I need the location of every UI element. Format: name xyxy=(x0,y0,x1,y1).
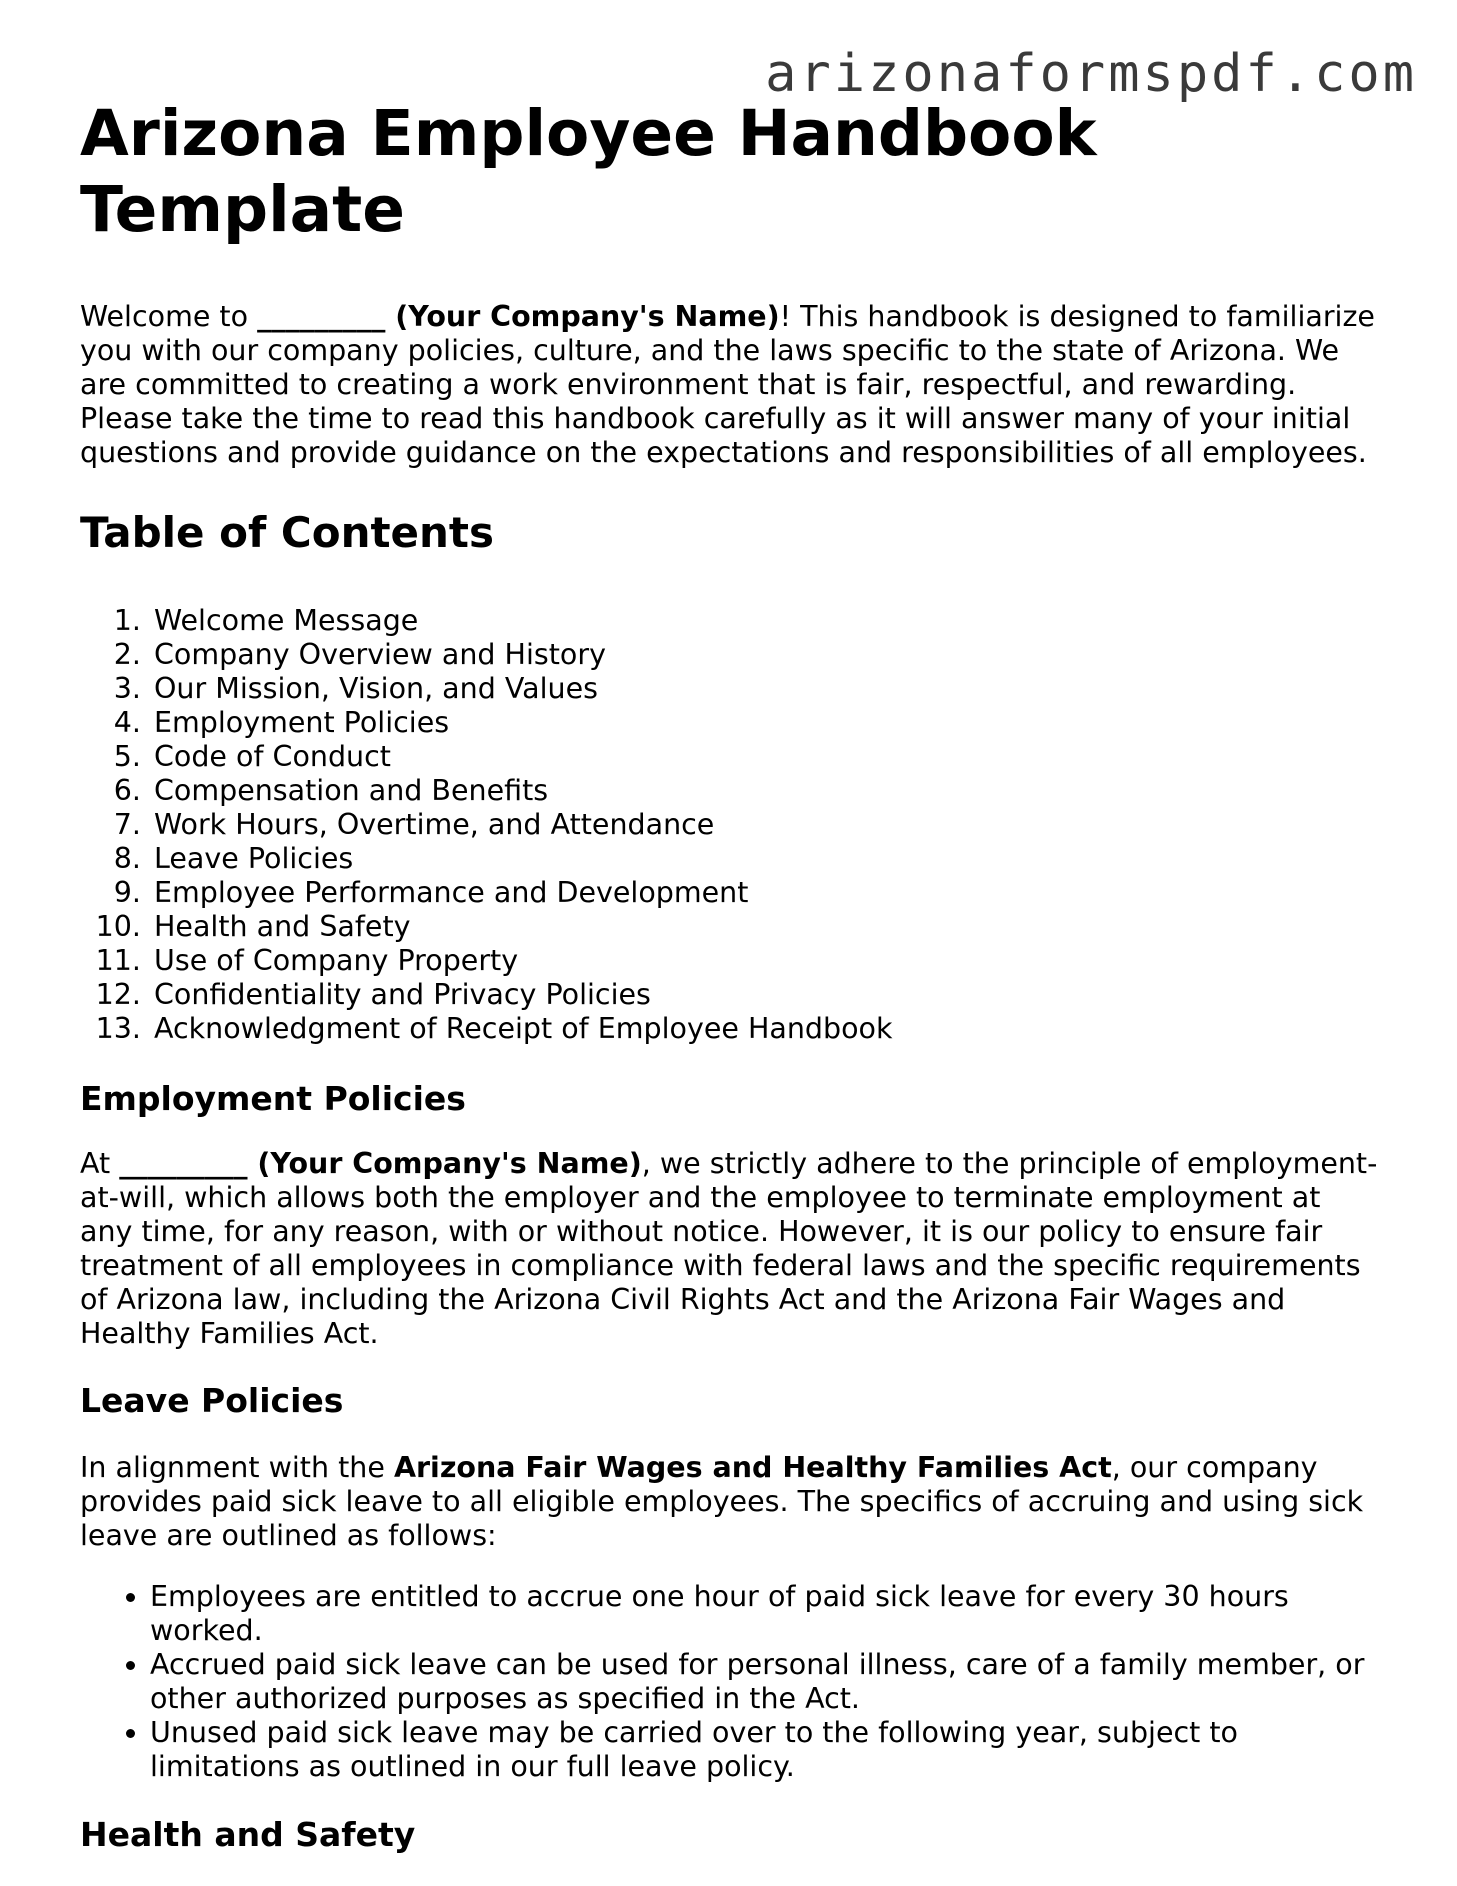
leave-policies-heading: Leave Policies xyxy=(80,1381,344,1421)
employment-pre: At xyxy=(80,1147,120,1181)
toc-item: 6. Compensation and Benefits xyxy=(150,774,1380,808)
intro-body: ! This handbook is designed to familiarize you with our company policies, culture, and the laws specific to the state of Arizona. We are committed to creating a work environment that is fair, respectful, and rewarding. Please take the time to read this handbook carefully as it will answer many of your initial questions and provide guidance on the expectations and responsibilities of all employees. xyxy=(80,300,1375,470)
toc-heading: Table of Contents xyxy=(80,508,495,558)
table-of-contents xyxy=(80,604,1380,1046)
toc-item: 7. Work Hours, Overtime, and Attendance xyxy=(150,808,1380,842)
intro-pre: Welcome to xyxy=(80,300,258,334)
toc-item: 3. Our Mission, Vision, and Values xyxy=(150,672,1380,706)
leave-policies-paragraph xyxy=(80,1451,1380,1553)
leave-pre: In alignment with the xyxy=(80,1450,394,1484)
health-safety-heading: Health and Safety xyxy=(80,1814,416,1854)
toc-item: 12. Confidentiality and Privacy Policies xyxy=(150,978,1380,1012)
employment-body: , we strictly adhere to the principle of employment-at-will, which allows both the employer and the employee to terminate employment at any time, for any reason, with or without notice. However, it is our policy to ensure fair treatment of all employees in compliance with federal laws and the specific requirements of Arizona law, including the Arizona Civil Rights Act and the Arizona Fair Wages and Healthy Families Act. xyxy=(80,1147,1378,1351)
company-name-label: (Your Company's Name) xyxy=(385,300,780,334)
list-item: • Accrued paid sick leave can be used for personal illness, care of a family member, or other authorized purposes as specified in the Act. xyxy=(150,1648,1380,1716)
toc-item: 1. Welcome Message xyxy=(150,604,1380,638)
leave-body: , our company provides paid sick leave to all eligible employees. The specifics of accruing and using sick leave are outlined as follows: xyxy=(80,1450,1364,1552)
toc-item: 11. Use of Company Property xyxy=(150,944,1380,978)
company-name-blank: _________ xyxy=(257,300,386,334)
list-item: • Unused paid sick leave may be carried over to the following year, subject to limitations as outlined in our full leave policy. xyxy=(150,1716,1380,1784)
leave-bullet-list xyxy=(80,1580,1380,1784)
toc-item: 10. Health and Safety xyxy=(150,910,1380,944)
toc-item: 9. Employee Performance and Development xyxy=(150,876,1380,910)
company-name-label: (Your Company's Name) xyxy=(247,1147,642,1181)
toc-item: 4. Employment Policies xyxy=(150,706,1380,740)
toc-item: 2. Company Overview and History xyxy=(150,638,1380,672)
watermark: arizonaformspdf.com xyxy=(765,44,1417,104)
employment-policies-paragraph xyxy=(80,1147,1380,1351)
intro-paragraph xyxy=(80,300,1380,470)
toc-item: 8. Leave Policies xyxy=(150,842,1380,876)
document-page xyxy=(80,96,1380,1854)
act-name: Arizona Fair Wages and Healthy Families Act xyxy=(393,1450,1112,1484)
company-name-blank: _________ xyxy=(119,1147,248,1181)
toc-item: 13. Acknowledgment of Receipt of Employee Handbook xyxy=(150,1012,1380,1046)
document-title: Arizona Employee Handbook Template xyxy=(80,97,1097,246)
toc-item: 5. Code of Conduct xyxy=(150,740,1380,774)
employment-policies-heading: Employment Policies xyxy=(80,1078,466,1118)
list-item: • Employees are entitled to accrue one hour of paid sick leave for every 30 hours worked. xyxy=(150,1580,1380,1648)
